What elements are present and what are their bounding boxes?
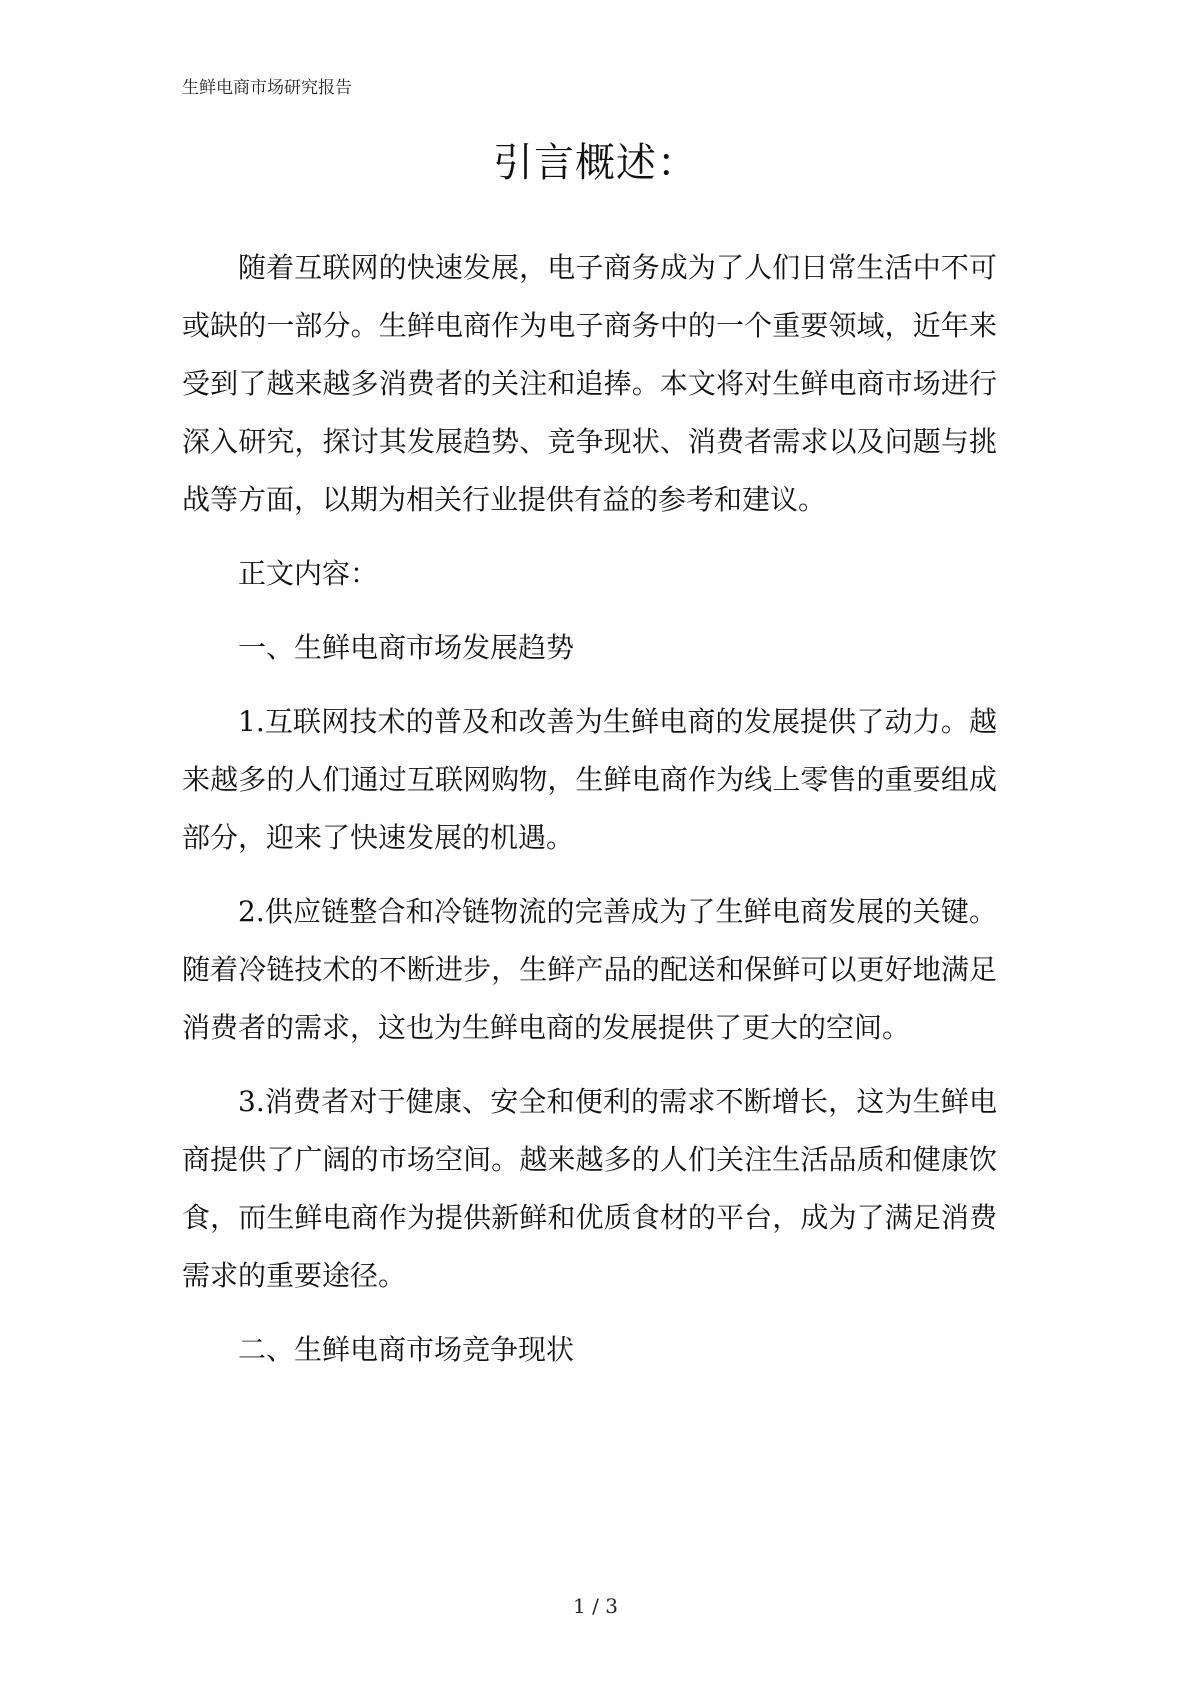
paragraph-point-2: 2.供应链整合和冷链物流的完善成为了生鲜电商发展的关键。随着冷链技术的不断进步，生鲜产品的配送和保鲜可以更好地满足消费者的需求，这也为生鲜电商的发展提供了更大的空间。 <box>182 895 997 1044</box>
paragraph-point-3: 3.消费者对于健康、安全和便利的需求不断增长，这为生鲜电商提供了广阔的市场空间。越来越多的人们关注生活品质和健康饮食，而生鲜电商作为提供新鲜和优质食材的平台，成为了满足消费需求的重要途径。 <box>182 1085 997 1292</box>
section-heading-1: 一、生鲜电商市场发展趋势 <box>238 631 575 664</box>
section-heading-2: 二、生鲜电商市场竞争现状 <box>238 1333 575 1366</box>
paragraph-intro: 随着互联网的快速发展，电子商务成为了人们日常生活中不可或缺的一部分。生鲜电商作为电子商务中的一个重要领域，近年来受到了越来越多消费者的关注和追捧。本文将对生鲜电商市场进行深入研究，探讨其发展趋势、竞争现状、消费者需求以及问题与挑战等方面，以期为相关行业提供有益的参考和建议。 <box>182 251 997 516</box>
running-header: 生鲜电商市场研究报告 <box>182 78 352 98</box>
document-title: 引言概述： <box>493 140 698 186</box>
paragraph-main-content-label: 正文内容： <box>238 557 379 590</box>
page-number: 1 / 3 <box>573 1594 618 1618</box>
body-text <box>182 239 997 1379</box>
paragraph-point-1: 1.互联网技术的普及和改善为生鲜电商的发展提供了动力。越来越多的人们通过互联网购物，生鲜电商作为线上零售的重要组成部分，迎来了快速发展的机遇。 <box>182 705 997 854</box>
